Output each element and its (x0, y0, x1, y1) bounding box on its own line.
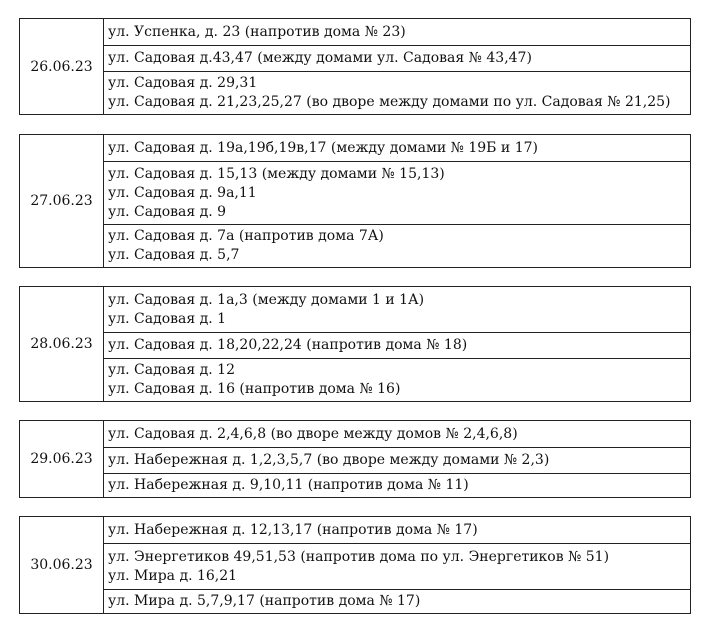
address-line: ул. Садовая д. 1а,3 (между домами 1 и 1А) (108, 291, 425, 308)
address-row (104, 358, 690, 401)
address-line: ул. Мира д. 5,7,9,17 (напротив дома № 17) (108, 593, 421, 609)
address-row (104, 161, 690, 224)
schedule-block-1 (19, 18, 691, 115)
address-line: ул. Энергетиков 49,51,53 (напротив дома по ул. Энергетиков № 51) (108, 548, 610, 565)
address-line: ул. Успенка, д. 23 (напротив дома № 23) (108, 23, 406, 40)
address-line: ул. Садовая д. 15,13 (между домами № 15,13) (108, 165, 445, 182)
address-row (104, 71, 690, 114)
address-line: ул. Садовая д. 9 (108, 203, 227, 220)
address-line: ул. Садовая д. 9а,11 (108, 184, 257, 201)
address-row (104, 287, 690, 332)
address-row (104, 224, 690, 267)
address-row (104, 45, 690, 71)
date-cell: 28.06.23 (20, 287, 104, 401)
address-line: ул. Набережная д. 12,13,17 (напротив дома № 17) (108, 521, 478, 538)
address-line: ул. Садовая д. 1 (108, 310, 227, 327)
schedule-block-5 (19, 516, 691, 614)
address-row (104, 543, 690, 589)
address-line: ул. Садовая д. 19а,19б,19в,17 (между домами № 19Б и 17) (108, 139, 538, 156)
address-row (104, 473, 690, 497)
address-line: ул. Садовая д. 21,23,25,27 (во дворе между домами по ул. Садовая № 21,25) (108, 94, 671, 110)
address-row (104, 589, 690, 613)
date-cell: 29.06.23 (20, 421, 104, 497)
address-row (104, 421, 690, 447)
address-line: ул. Садовая д. 12 (108, 362, 235, 378)
address-line: ул. Набережная д. 9,10,11 (напротив дома № 11) (108, 477, 469, 493)
date-cell: 27.06.23 (20, 135, 104, 267)
address-line: ул. Садовая д. 18,20,22,24 (напротив дома № 18) (108, 337, 468, 353)
address-row (104, 332, 690, 358)
schedule-block-4 (19, 420, 691, 498)
address-row (104, 135, 690, 161)
address-line: ул. Садовая д.43,47 (между домами ул. Садовая № 43,47) (108, 50, 532, 66)
address-line: ул. Садовая д. 2,4,6,8 (во дворе между домов № 2,4,6,8) (108, 425, 518, 442)
address-row (104, 447, 690, 473)
date-cell: 30.06.23 (20, 517, 104, 613)
address-line: ул. Садовая д. 7а (напротив дома 7А) (108, 228, 384, 244)
address-line: ул. Мира д. 16,21 (108, 567, 238, 584)
schedule-block-3 (19, 286, 691, 402)
address-line: ул. Садовая д. 5,7 (108, 247, 240, 263)
schedule-block-2 (19, 134, 691, 268)
address-line: ул. Набережная д. 1,2,3,5,7 (во дворе между домами № 2,3) (108, 452, 550, 468)
address-row (104, 517, 690, 543)
address-line: ул. Садовая д. 16 (напротив дома № 16) (108, 381, 401, 397)
address-row (104, 19, 690, 45)
date-cell: 26.06.23 (20, 19, 104, 114)
address-line: ул. Садовая д. 29,31 (108, 75, 258, 91)
